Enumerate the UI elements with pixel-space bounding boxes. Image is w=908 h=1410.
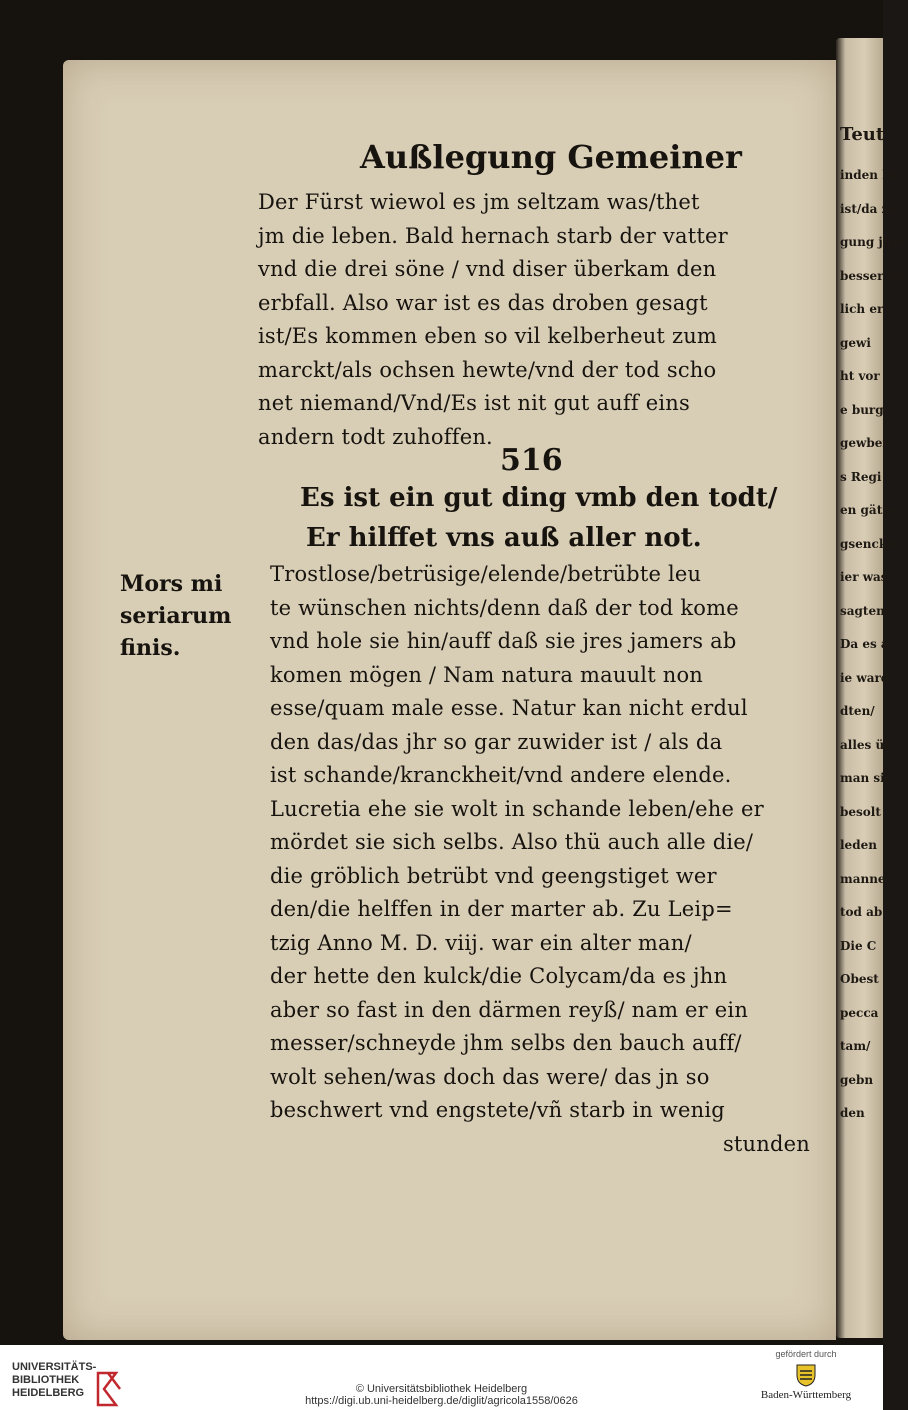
paragraph-1 xyxy=(258,186,798,454)
text-line: erbfall. Also war ist es das droben gesagt xyxy=(258,290,708,315)
text-line: vnd hole sie hin/auff daß sie jres jamers ab xyxy=(270,629,737,653)
next-page-fragment: en gätze xyxy=(840,503,897,517)
next-page-fragment: alles üb xyxy=(840,737,893,752)
sponsor-block xyxy=(741,1349,871,1401)
coat-of-arms-icon xyxy=(795,1363,817,1387)
margin-note-line: Mors mi xyxy=(120,571,223,597)
next-page-fragment: ie ward xyxy=(840,670,890,685)
text-line: Der Fürst wiewol es jm seltzam was/thet xyxy=(258,190,700,214)
permalink[interactable]: https://digi.ub.uni-heidelberg.de/diglit/agricola1558/0626 xyxy=(305,1395,578,1407)
next-page-fragment: leden xyxy=(840,838,877,852)
text-line: mördet sie sich selbs. Also thü auch alle die/ xyxy=(270,830,754,854)
text-line: te wünschen nichts/denn daß der tod kome xyxy=(270,595,739,620)
heading-line: Es ist ein gut ding vmb den todt/ xyxy=(300,483,778,513)
next-page-fragment: gewber xyxy=(840,436,889,450)
footer-bar xyxy=(0,1345,883,1410)
next-page-fragment: inden he xyxy=(840,168,899,182)
heading-line: Er hilffet vns auß aller not. xyxy=(306,523,702,553)
logo-line: HEIDELBERG xyxy=(12,1387,85,1399)
next-page-fragment: gebn xyxy=(840,1072,874,1087)
text-line: komen mögen / Nam natura mauult non xyxy=(270,662,704,687)
next-page-fragment: Da es a xyxy=(840,637,889,651)
text-line: wolt sehen/was doch das were/ das jn so xyxy=(270,1064,710,1089)
text-line: tzig Anno M. D. viij. war ein alter man/ xyxy=(270,930,692,955)
text-line: den/die helffen in der marter ab. Zu Leip= xyxy=(270,897,733,921)
next-page-fragment: man sie xyxy=(840,771,893,785)
next-page-fragment: besser die xyxy=(840,268,908,283)
next-page-fragment: Teut xyxy=(840,124,885,145)
running-head: Außlegung Gemeiner xyxy=(360,138,742,176)
text-line: die gröblich betrübt vnd geengstiget wer xyxy=(270,863,717,888)
next-page-fragment: gsenckn xyxy=(840,536,896,551)
next-page-fragment: tam/ xyxy=(840,1039,871,1053)
text-line: Lucretia ehe sie wolt in schande leben/ehe er xyxy=(270,796,764,821)
sponsor-label: gefördert durch xyxy=(775,1349,837,1359)
next-page-fragment: pecca xyxy=(840,1005,879,1020)
next-page-fragment: ht vor xyxy=(840,369,880,383)
text-line: messer/schneyde jhm selbs den bauch auff/ xyxy=(270,1031,742,1055)
text-line: ist schande/kranckheit/vnd andere elende. xyxy=(270,763,732,787)
next-page-fragment: besolt xyxy=(840,804,881,819)
catchword: stunden xyxy=(722,1131,810,1156)
next-page-fragment: sagten/ xyxy=(840,603,890,618)
next-page-fragment: lich er xyxy=(840,302,884,316)
next-page-fragment: Obest xyxy=(840,972,879,986)
text-line: esse/quam male esse. Natur kan nicht erdul xyxy=(270,696,748,720)
next-page-fragment: gewi xyxy=(840,335,871,350)
next-page-fragment: s Regi xyxy=(840,469,882,484)
text-line: net niemand/Vnd/Es ist nit gut auff eins xyxy=(258,391,690,415)
text-line: beschwert vnd engstete/vñ starb in wenig xyxy=(270,1098,725,1122)
sponsor-name: Baden-Württemberg xyxy=(760,1389,852,1401)
next-page-fragment: tod ab xyxy=(840,905,883,919)
margin-note xyxy=(120,568,260,664)
logo-line: UNIVERSITÄTS- xyxy=(12,1361,97,1373)
next-page-fragment: den xyxy=(840,1106,865,1120)
text-line: den das/das jhr so gar zuwider ist / als da xyxy=(270,729,723,754)
proverb-number: 516 xyxy=(500,443,563,478)
text-line: aber so fast in den därmen reyß/ nam er ein xyxy=(270,997,749,1022)
text-line: der hette den kulck/die Colycam/da es jhn xyxy=(270,964,728,988)
logo-line: BIBLIOTHEK xyxy=(12,1374,80,1386)
next-page-fragment: e burg xyxy=(840,402,884,417)
next-page-fragment: dten/ xyxy=(840,704,875,718)
next-page-edge xyxy=(836,38,908,1338)
copyright-text: © Universitätsbibliothek Heidelberg xyxy=(355,1383,528,1395)
text-line: andern todt zuhoffen. xyxy=(258,424,493,449)
next-page-fragment: ier was xyxy=(840,570,888,584)
proverb-heading xyxy=(300,478,780,558)
next-page-fragment: Die C xyxy=(840,938,877,953)
text-line: vnd die drei söne / vnd diser überkam den xyxy=(258,257,717,281)
text-line: jm die leben. Bald hernach starb der vatter xyxy=(258,223,728,248)
text-line: marckt/als ochsen hewte/vnd der tod scho xyxy=(258,357,717,382)
next-page-fragment: gung jhre xyxy=(840,235,906,249)
margin-note-line: finis. xyxy=(120,635,181,661)
text-line: Trostlose/betrüsige/elende/betrübte leu xyxy=(270,562,702,586)
text-line: ist/Es kommen eben so vil kelberheut zum xyxy=(258,324,718,348)
margin-note-line: seriarum xyxy=(120,603,232,629)
next-page-fragment: ist/da zu xyxy=(840,201,898,216)
paragraph-2 xyxy=(270,558,810,1161)
next-page-fragment: manne xyxy=(840,871,886,886)
